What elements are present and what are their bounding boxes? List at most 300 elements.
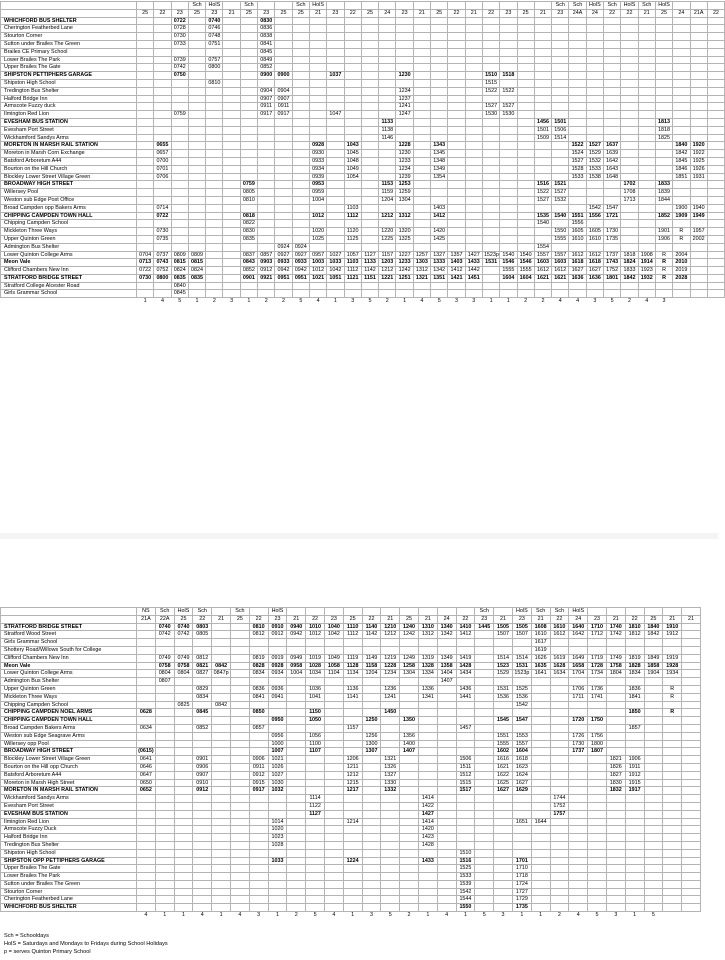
time-cell: [437, 841, 456, 849]
time-cell: [707, 228, 724, 236]
time-cell: 1249: [400, 654, 419, 662]
time-cell: 0917: [275, 111, 292, 119]
time-cell: [638, 25, 655, 33]
time-cell: [413, 79, 430, 87]
header-cell: 23: [500, 9, 517, 17]
time-cell: [663, 763, 682, 771]
time-cell: 0819: [249, 654, 268, 662]
time-cell: 1900: [673, 204, 690, 212]
time-cell: [362, 810, 381, 818]
header-cell: 25: [655, 9, 672, 17]
stop-row: [1, 779, 701, 787]
header-cell: [361, 2, 378, 10]
time-cell: 1919: [663, 654, 682, 662]
time-cell: 1743: [604, 259, 621, 267]
time-cell: [690, 17, 707, 25]
time-cell: 1212: [379, 212, 396, 220]
time-cell: [212, 896, 231, 904]
time-cell: [682, 873, 701, 881]
time-cell: 1522: [569, 142, 586, 150]
time-cell: 1749: [606, 654, 625, 662]
stop-row: [1, 64, 725, 72]
time-cell: [344, 111, 361, 119]
time-cell: [381, 732, 400, 740]
time-cell: 0904: [258, 87, 275, 95]
time-cell: [531, 678, 550, 686]
time-cell: [324, 880, 343, 888]
time-cell: 1833: [621, 267, 638, 275]
time-cell: 1058: [324, 662, 343, 670]
time-cell: [550, 740, 569, 748]
stop-name: Upper Brailes The Gate: [1, 64, 137, 72]
stop-row: [1, 173, 725, 181]
time-cell: 0722: [137, 267, 154, 275]
time-cell: [465, 134, 482, 142]
time-cell: [306, 857, 325, 865]
time-cell: 1819: [625, 654, 644, 662]
time-cell: 1204: [379, 196, 396, 204]
time-cell: [638, 165, 655, 173]
time-cell: 1121: [344, 274, 361, 282]
time-cell: [621, 72, 638, 80]
time-cell: [482, 126, 499, 134]
header-cell: [456, 608, 475, 616]
time-cell: [494, 810, 513, 818]
time-cell: [494, 888, 513, 896]
time-cell: 1827: [606, 771, 625, 779]
time-cell: 1604: [500, 274, 517, 282]
time-cell: 1637: [604, 142, 621, 150]
time-cell: 1605: [569, 228, 586, 236]
time-cell: 0942: [275, 267, 292, 275]
time-cell: 1228: [396, 142, 413, 150]
time-cell: [230, 724, 249, 732]
time-cell: [494, 904, 513, 912]
time-cell: 1441: [456, 693, 475, 701]
time-cell: 1212: [379, 267, 396, 275]
time-cell: [475, 802, 494, 810]
time-cell: [379, 220, 396, 228]
time-cell: [569, 849, 588, 857]
time-cell: [413, 173, 430, 181]
time-cell: 1256: [362, 732, 381, 740]
time-cell: 1532: [552, 196, 569, 204]
time-cell: 1234: [381, 670, 400, 678]
time-cell: [456, 826, 475, 834]
time-cell: [437, 802, 456, 810]
time-cell: [258, 235, 275, 243]
time-cell: [361, 165, 378, 173]
time-cell: 1724: [512, 880, 531, 888]
time-cell: [344, 87, 361, 95]
time-cell: [625, 857, 644, 865]
time-cell: [482, 134, 499, 142]
time-cell: [465, 212, 482, 220]
time-cell: [534, 72, 551, 80]
footer-cell: 1: [539, 912, 543, 919]
time-cell: [155, 896, 174, 904]
time-cell: [569, 17, 586, 25]
time-cell: [531, 888, 550, 896]
time-cell: 1110: [343, 623, 362, 631]
time-cell: [292, 64, 309, 72]
time-cell: [306, 701, 325, 709]
time-cell: 1603: [552, 259, 569, 267]
time-cell: 0647: [137, 771, 156, 779]
time-cell: [569, 795, 588, 803]
time-cell: 1225: [379, 235, 396, 243]
time-cell: [569, 896, 588, 904]
time-cell: [230, 756, 249, 764]
time-cell: [569, 56, 586, 64]
time-cell: [327, 134, 344, 142]
time-cell: [362, 818, 381, 826]
time-cell: [362, 826, 381, 834]
stop-row: [1, 228, 725, 236]
time-cell: 0809: [171, 251, 188, 259]
time-cell: [268, 904, 287, 912]
header-cell: 21: [531, 615, 550, 623]
time-cell: 1727: [512, 888, 531, 896]
time-cell: [655, 33, 672, 41]
time-cell: [606, 849, 625, 857]
time-cell: 0748: [206, 33, 223, 41]
time-cell: [188, 150, 205, 158]
time-cell: [588, 873, 607, 881]
time-cell: [588, 701, 607, 709]
time-cell: [400, 857, 419, 865]
time-cell: [707, 243, 724, 251]
time-cell: [465, 150, 482, 158]
stop-row: [1, 235, 725, 243]
time-cell: 1957: [690, 228, 707, 236]
time-cell: [550, 826, 569, 834]
header-cell: 22: [362, 615, 381, 623]
time-cell: [258, 212, 275, 220]
stop-name: Chipping Campden School: [1, 220, 137, 228]
time-cell: [413, 196, 430, 204]
time-cell: 1858: [644, 662, 663, 670]
time-cell: [287, 810, 306, 818]
time-cell: [155, 795, 174, 803]
footer-cell: 5: [368, 298, 372, 305]
time-cell: [309, 56, 326, 64]
time-cell: [396, 79, 413, 87]
time-cell: 1042: [327, 267, 344, 275]
time-cell: [137, 623, 156, 631]
time-cell: 1629: [512, 787, 531, 795]
time-cell: [344, 79, 361, 87]
time-cell: [418, 709, 437, 717]
time-cell: 1642: [604, 157, 621, 165]
time-cell: [137, 40, 154, 48]
time-cell: 1718: [512, 873, 531, 881]
header-cell: 25: [644, 615, 663, 623]
time-cell: 1840: [673, 142, 690, 150]
time-cell: [230, 802, 249, 810]
time-cell: [625, 810, 644, 818]
time-cell: [344, 290, 361, 298]
footer-cell: 3: [369, 912, 373, 919]
time-cell: 1931: [690, 173, 707, 181]
time-cell: [437, 756, 456, 764]
time-cell: [431, 33, 448, 41]
header-cell: NS: [137, 608, 156, 616]
time-cell: 1828: [625, 662, 644, 670]
time-cell: [137, 87, 154, 95]
header-cell: 23: [475, 615, 494, 623]
time-cell: [287, 795, 306, 803]
time-cell: 0852: [193, 724, 212, 732]
time-cell: [500, 165, 517, 173]
time-cell: [448, 33, 465, 41]
time-cell: [552, 72, 569, 80]
stop-row: [1, 857, 701, 865]
stop-name: Evesham Port Street: [1, 126, 137, 134]
time-cell: [552, 204, 569, 212]
time-cell: [707, 87, 724, 95]
time-cell: [212, 818, 231, 826]
time-cell: [361, 243, 378, 251]
time-cell: [644, 732, 663, 740]
time-cell: [494, 724, 513, 732]
time-cell: 0815: [171, 259, 188, 267]
time-cell: 1512: [456, 771, 475, 779]
time-cell: 1804: [606, 670, 625, 678]
header-cell: Sch: [193, 608, 212, 616]
time-cell: 1730: [604, 228, 621, 236]
time-cell: [362, 756, 381, 764]
time-cell: [673, 56, 690, 64]
time-cell: [154, 64, 171, 72]
time-cell: [418, 787, 437, 795]
time-cell: [588, 802, 607, 810]
time-cell: [673, 196, 690, 204]
time-cell: 0834: [249, 670, 268, 678]
time-cell: [309, 72, 326, 80]
time-cell: [174, 693, 193, 701]
time-cell: 1545: [494, 717, 513, 725]
time-cell: [437, 896, 456, 904]
time-cell: [206, 95, 223, 103]
time-cell: [552, 87, 569, 95]
time-cell: [344, 220, 361, 228]
time-cell: [306, 763, 325, 771]
time-cell: [306, 678, 325, 686]
time-cell: [569, 865, 588, 873]
time-cell: [465, 290, 482, 298]
time-cell: [482, 282, 499, 290]
time-cell: 1506: [552, 126, 569, 134]
time-cell: 1547: [512, 717, 531, 725]
time-cell: [240, 173, 257, 181]
stop-row: [1, 189, 725, 197]
time-cell: 1507: [512, 631, 531, 639]
time-cell: [223, 267, 240, 275]
time-cell: [663, 639, 682, 647]
time-cell: [531, 732, 550, 740]
time-cell: [569, 873, 588, 881]
stop-name: Girls Grammar School: [1, 290, 137, 298]
header-cell: [663, 608, 682, 616]
time-cell: [586, 40, 603, 48]
time-cell: 1321: [413, 274, 430, 282]
time-cell: [690, 64, 707, 72]
time-cell: [690, 126, 707, 134]
time-cell: [512, 841, 531, 849]
time-cell: [431, 118, 448, 126]
time-cell: [223, 251, 240, 259]
time-cell: [475, 880, 494, 888]
time-cell: [517, 111, 534, 119]
time-cell: [230, 709, 249, 717]
time-cell: [362, 873, 381, 881]
time-cell: [448, 72, 465, 80]
header-cell: Sch: [292, 2, 309, 10]
time-cell: [188, 111, 205, 119]
time-cell: [240, 111, 257, 119]
time-cell: [448, 17, 465, 25]
time-cell: [534, 235, 551, 243]
time-cell: [707, 165, 724, 173]
footer-cell: 5: [299, 298, 303, 305]
time-cell: [625, 717, 644, 725]
time-cell: 1603: [534, 259, 551, 267]
time-cell: [494, 865, 513, 873]
time-cell: [137, 841, 156, 849]
time-cell: [137, 896, 156, 904]
time-cell: [550, 857, 569, 865]
time-cell: [448, 220, 465, 228]
time-cell: 1012: [309, 212, 326, 220]
time-cell: [400, 834, 419, 842]
time-cell: [482, 118, 499, 126]
stop-row: [1, 111, 725, 119]
time-cell: [381, 888, 400, 896]
time-cell: [188, 25, 205, 33]
time-cell: [327, 220, 344, 228]
time-cell: [137, 904, 156, 912]
time-cell: [644, 646, 663, 654]
time-cell: [673, 111, 690, 119]
stop-row: [1, 888, 701, 896]
time-cell: [456, 639, 475, 647]
time-cell: [606, 802, 625, 810]
time-cell: [258, 204, 275, 212]
time-cell: 1212: [381, 631, 400, 639]
time-cell: [155, 748, 174, 756]
time-cell: 1556: [569, 220, 586, 228]
time-cell: [137, 857, 156, 865]
stop-row: [1, 834, 701, 842]
stop-name: Broad Campden Bakers Arms: [1, 724, 137, 732]
time-cell: [682, 865, 701, 873]
time-cell: [413, 33, 430, 41]
time-cell: [206, 196, 223, 204]
time-cell: [361, 25, 378, 33]
time-cell: [437, 888, 456, 896]
time-cell: [327, 165, 344, 173]
time-cell: [482, 243, 499, 251]
time-cell: [586, 33, 603, 41]
time-cell: [707, 173, 724, 181]
time-cell: [275, 17, 292, 25]
footer-row: [1, 298, 725, 305]
time-cell: 1212: [343, 771, 362, 779]
time-cell: [707, 274, 724, 282]
time-cell: [465, 79, 482, 87]
time-cell: [309, 48, 326, 56]
header-cell: 22: [621, 9, 638, 17]
time-cell: [206, 87, 223, 95]
footer-cell: [663, 912, 682, 919]
time-cell: [223, 204, 240, 212]
time-cell: [690, 79, 707, 87]
time-cell: [663, 748, 682, 756]
time-cell: 0927: [292, 251, 309, 259]
time-cell: [292, 150, 309, 158]
time-cell: [625, 826, 644, 834]
time-cell: [212, 787, 231, 795]
stop-name: WHICHFORD BUS SHELTER: [1, 904, 137, 912]
time-cell: [188, 72, 205, 80]
stop-name: Upper Quinton Green: [1, 235, 137, 243]
time-cell: [655, 142, 672, 150]
time-cell: [531, 740, 550, 748]
footer-cell: 4: [160, 298, 164, 305]
time-cell: 1043: [344, 142, 361, 150]
time-cell: [625, 904, 644, 912]
time-cell: [550, 748, 569, 756]
time-cell: 0809: [188, 251, 205, 259]
time-cell: 1621: [552, 274, 569, 282]
footer-cell: [707, 298, 724, 305]
stop-name: STRATFORD BRIDGE STREET: [1, 623, 137, 631]
footer-cell: 1: [426, 912, 430, 919]
time-cell: [379, 56, 396, 64]
time-cell: [475, 787, 494, 795]
time-cell: [569, 189, 586, 197]
time-cell: 1138: [379, 126, 396, 134]
time-cell: [249, 896, 268, 904]
time-cell: [586, 196, 603, 204]
time-cell: [154, 72, 171, 80]
header-cell: 22: [448, 9, 465, 17]
time-cell: [379, 95, 396, 103]
time-cell: 1410: [456, 623, 475, 631]
time-cell: [482, 181, 499, 189]
time-cell: 1312: [418, 631, 437, 639]
time-cell: 1909: [673, 212, 690, 220]
time-cell: [482, 212, 499, 220]
footer-cell: 2: [264, 298, 268, 305]
time-cell: [482, 204, 499, 212]
time-cell: [137, 888, 156, 896]
time-cell: [381, 802, 400, 810]
time-cell: [309, 126, 326, 134]
time-cell: 1050: [306, 717, 325, 725]
time-cell: [396, 56, 413, 64]
time-cell: [206, 134, 223, 142]
time-cell: [448, 118, 465, 126]
time-cell: 1644: [531, 818, 550, 826]
time-cell: 0836: [249, 685, 268, 693]
time-cell: 1628: [550, 662, 569, 670]
time-cell: [663, 818, 682, 826]
time-cell: 0730: [154, 228, 171, 236]
time-cell: 0757: [206, 56, 223, 64]
time-cell: [362, 880, 381, 888]
